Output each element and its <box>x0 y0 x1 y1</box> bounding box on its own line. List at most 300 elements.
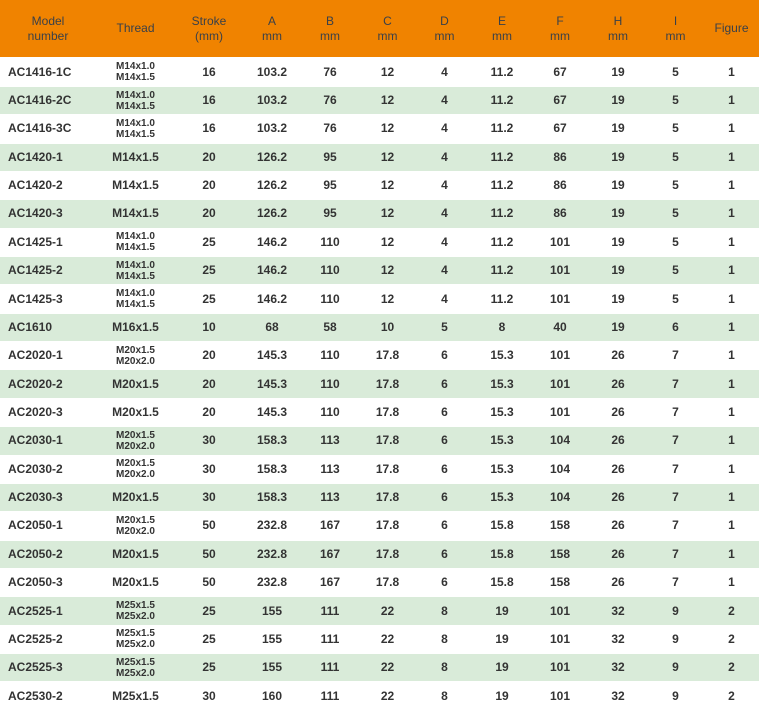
figure-cell: 2 <box>704 654 759 682</box>
h-cell: 26 <box>589 455 647 483</box>
table-row <box>0 682 759 711</box>
c-cell: 12 <box>359 228 416 256</box>
model-number-cell: AC1420-3 <box>0 200 96 228</box>
thread-cell <box>96 682 175 711</box>
thread-value: M25x1.5 <box>116 656 155 668</box>
thread-value: M14x1.5 <box>116 128 155 140</box>
stroke-cell: 20 <box>175 200 243 228</box>
thread-value: M20x1.5 <box>116 429 155 441</box>
thread-value: M20x2.0 <box>116 525 155 537</box>
a-cell: 232.8 <box>243 540 301 568</box>
f-cell: 67 <box>531 58 589 86</box>
e-cell: 15.8 <box>473 568 531 596</box>
f-cell: 158 <box>531 568 589 596</box>
stroke-cell: 20 <box>175 398 243 426</box>
column-header-label: Stroke <box>191 13 227 28</box>
column-header-label: Model <box>31 13 65 28</box>
f-cell: 67 <box>531 115 589 143</box>
a-cell: 126.2 <box>243 143 301 171</box>
f-cell: 101 <box>531 370 589 398</box>
f-cell: 158 <box>531 512 589 540</box>
table-row <box>0 427 759 455</box>
i-cell: 5 <box>647 86 704 114</box>
stroke-cell: 30 <box>175 427 243 455</box>
thread-value: M20x1.5 <box>116 458 155 470</box>
table-row <box>0 342 759 370</box>
c-cell: 12 <box>359 257 416 285</box>
c-cell: 17.8 <box>359 483 416 511</box>
i-cell: 9 <box>647 654 704 682</box>
b-cell: 110 <box>301 370 359 398</box>
h-cell: 19 <box>589 200 647 228</box>
thread-cell <box>96 370 175 398</box>
figure-cell: 1 <box>704 398 759 426</box>
f-cell: 101 <box>531 228 589 256</box>
b-cell: 167 <box>301 540 359 568</box>
d-cell: 8 <box>416 654 473 682</box>
table-row <box>0 370 759 398</box>
f-cell: 101 <box>531 682 589 711</box>
thread-value: M14x1.5 <box>116 242 155 254</box>
model-number-cell: AC1610 <box>0 313 96 341</box>
figure-cell: 1 <box>704 228 759 256</box>
d-cell: 4 <box>416 86 473 114</box>
column-header-label: I <box>673 13 678 28</box>
stroke-cell: 25 <box>175 654 243 682</box>
b-cell: 111 <box>301 625 359 653</box>
a-cell: 103.2 <box>243 115 301 143</box>
c-cell: 17.8 <box>359 370 416 398</box>
e-cell: 11.2 <box>473 285 531 313</box>
column-header-b <box>301 0 359 58</box>
stroke-cell: 25 <box>175 285 243 313</box>
thread-cell <box>96 455 175 483</box>
a-cell: 160 <box>243 682 301 711</box>
column-header-label: A <box>267 13 276 28</box>
i-cell: 7 <box>647 398 704 426</box>
e-cell: 11.2 <box>473 257 531 285</box>
h-cell: 26 <box>589 398 647 426</box>
d-cell: 4 <box>416 143 473 171</box>
table-row <box>0 171 759 199</box>
figure-cell: 1 <box>704 427 759 455</box>
column-header-label: C <box>383 13 392 28</box>
thread-cell <box>96 285 175 313</box>
figure-cell: 2 <box>704 625 759 653</box>
figure-cell: 1 <box>704 115 759 143</box>
f-cell: 158 <box>531 540 589 568</box>
h-cell: 26 <box>589 568 647 596</box>
b-cell: 95 <box>301 171 359 199</box>
thread-cell <box>96 597 175 625</box>
f-cell: 104 <box>531 455 589 483</box>
stroke-cell: 25 <box>175 257 243 285</box>
e-cell: 15.3 <box>473 398 531 426</box>
b-cell: 58 <box>301 313 359 341</box>
c-cell: 17.8 <box>359 398 416 426</box>
table-row <box>0 313 759 341</box>
figure-cell: 2 <box>704 682 759 711</box>
d-cell: 8 <box>416 625 473 653</box>
h-cell: 26 <box>589 342 647 370</box>
model-number-cell: AC2030-3 <box>0 483 96 511</box>
e-cell: 15.3 <box>473 342 531 370</box>
model-number-cell: AC2050-1 <box>0 512 96 540</box>
column-header-sublabel: (mm) <box>195 28 223 43</box>
d-cell: 4 <box>416 228 473 256</box>
thread-value: M14x1.5 <box>116 299 155 311</box>
b-cell: 113 <box>301 427 359 455</box>
thread-value: M20x1.5 <box>112 404 159 419</box>
h-cell: 32 <box>589 597 647 625</box>
i-cell: 7 <box>647 483 704 511</box>
column-header-label: D <box>440 13 449 28</box>
i-cell: 7 <box>647 342 704 370</box>
i-cell: 9 <box>647 682 704 711</box>
model-number-cell: AC2020-1 <box>0 342 96 370</box>
table-row <box>0 115 759 143</box>
figure-cell: 1 <box>704 370 759 398</box>
table-row <box>0 455 759 483</box>
column-header-label: E <box>497 13 506 28</box>
d-cell: 4 <box>416 285 473 313</box>
model-number-cell: AC2530-2 <box>0 682 96 711</box>
b-cell: 110 <box>301 257 359 285</box>
model-number-cell: AC1420-1 <box>0 143 96 171</box>
stroke-cell: 30 <box>175 455 243 483</box>
model-number-cell: AC2020-2 <box>0 370 96 398</box>
d-cell: 8 <box>416 597 473 625</box>
table-body <box>0 58 759 711</box>
thread-cell <box>96 86 175 114</box>
figure-cell: 1 <box>704 512 759 540</box>
column-header-label: F <box>556 13 564 28</box>
thread-value: M20x1.5 <box>112 490 159 505</box>
d-cell: 4 <box>416 115 473 143</box>
table-row <box>0 654 759 682</box>
thread-value: M14x1.5 <box>112 206 159 221</box>
stroke-cell: 30 <box>175 483 243 511</box>
h-cell: 26 <box>589 512 647 540</box>
figure-cell: 1 <box>704 86 759 114</box>
column-header-label: Figure <box>714 21 749 35</box>
d-cell: 4 <box>416 200 473 228</box>
thread-value: M16x1.5 <box>112 319 159 334</box>
model-number-cell: AC2020-3 <box>0 398 96 426</box>
c-cell: 12 <box>359 200 416 228</box>
thread-value: M20x1.5 <box>112 546 159 561</box>
d-cell: 4 <box>416 58 473 86</box>
i-cell: 5 <box>647 58 704 86</box>
thread-value: M14x1.5 <box>116 270 155 282</box>
column-header-h <box>589 0 647 58</box>
a-cell: 158.3 <box>243 455 301 483</box>
stroke-cell: 25 <box>175 228 243 256</box>
b-cell: 76 <box>301 58 359 86</box>
f-cell: 40 <box>531 313 589 341</box>
stroke-cell: 50 <box>175 540 243 568</box>
thread-value: M25x1.5 <box>116 628 155 640</box>
b-cell: 110 <box>301 228 359 256</box>
f-cell: 86 <box>531 200 589 228</box>
column-header-sublabel: number <box>27 28 69 43</box>
table-row <box>0 625 759 653</box>
table-row <box>0 257 759 285</box>
table-row <box>0 143 759 171</box>
thread-cell <box>96 540 175 568</box>
table-row <box>0 86 759 114</box>
thread-value: M25x1.5 <box>112 688 159 703</box>
table-row <box>0 540 759 568</box>
b-cell: 95 <box>301 143 359 171</box>
e-cell: 15.3 <box>473 483 531 511</box>
b-cell: 76 <box>301 86 359 114</box>
e-cell: 19 <box>473 654 531 682</box>
thread-cell <box>96 115 175 143</box>
model-number-cell: AC2050-2 <box>0 540 96 568</box>
a-cell: 103.2 <box>243 86 301 114</box>
i-cell: 7 <box>647 370 704 398</box>
column-header-model <box>0 0 96 58</box>
c-cell: 17.8 <box>359 540 416 568</box>
thread-cell <box>96 313 175 341</box>
figure-cell: 1 <box>704 285 759 313</box>
thread-value: M14x1.0 <box>116 231 155 243</box>
i-cell: 9 <box>647 597 704 625</box>
c-cell: 22 <box>359 654 416 682</box>
c-cell: 12 <box>359 58 416 86</box>
e-cell: 8 <box>473 313 531 341</box>
b-cell: 110 <box>301 342 359 370</box>
c-cell: 10 <box>359 313 416 341</box>
column-header-sublabel: mm <box>608 28 628 43</box>
e-cell: 15.3 <box>473 427 531 455</box>
stroke-cell: 20 <box>175 342 243 370</box>
thread-value: M14x1.5 <box>112 178 159 193</box>
i-cell: 7 <box>647 540 704 568</box>
thread-value: M20x1.5 <box>112 376 159 391</box>
h-cell: 26 <box>589 427 647 455</box>
table-row <box>0 483 759 511</box>
thread-value: M20x2.0 <box>116 355 155 367</box>
column-header-d <box>416 0 473 58</box>
e-cell: 15.8 <box>473 540 531 568</box>
thread-cell <box>96 512 175 540</box>
i-cell: 7 <box>647 427 704 455</box>
a-cell: 145.3 <box>243 370 301 398</box>
thread-value: M25x2.0 <box>116 639 155 651</box>
table-row <box>0 285 759 313</box>
f-cell: 104 <box>531 483 589 511</box>
thread-cell <box>96 58 175 86</box>
stroke-cell: 50 <box>175 512 243 540</box>
d-cell: 6 <box>416 540 473 568</box>
h-cell: 32 <box>589 682 647 711</box>
column-header-figure <box>704 0 759 58</box>
e-cell: 11.2 <box>473 228 531 256</box>
figure-cell: 1 <box>704 455 759 483</box>
column-header-sublabel: mm <box>377 28 398 43</box>
h-cell: 32 <box>589 654 647 682</box>
thread-cell <box>96 342 175 370</box>
c-cell: 17.8 <box>359 455 416 483</box>
model-number-cell: AC2525-3 <box>0 654 96 682</box>
table-row <box>0 597 759 625</box>
c-cell: 17.8 <box>359 427 416 455</box>
figure-cell: 1 <box>704 58 759 86</box>
column-header-label: H <box>613 13 623 28</box>
figure-cell: 1 <box>704 540 759 568</box>
stroke-cell: 25 <box>175 625 243 653</box>
d-cell: 6 <box>416 398 473 426</box>
f-cell: 86 <box>531 143 589 171</box>
c-cell: 12 <box>359 171 416 199</box>
model-number-cell: AC2030-2 <box>0 455 96 483</box>
model-number-cell: AC2050-3 <box>0 568 96 596</box>
h-cell: 19 <box>589 171 647 199</box>
b-cell: 95 <box>301 200 359 228</box>
thread-value: M25x1.5 <box>116 600 155 611</box>
stroke-cell: 16 <box>175 58 243 86</box>
a-cell: 155 <box>243 625 301 653</box>
column-header-sublabel: mm <box>665 28 686 43</box>
thread-value: M25x2.0 <box>116 611 155 622</box>
column-header-stroke <box>175 0 243 58</box>
figure-cell: 2 <box>704 597 759 625</box>
i-cell: 7 <box>647 455 704 483</box>
i-cell: 5 <box>647 171 704 199</box>
stroke-cell: 16 <box>175 115 243 143</box>
a-cell: 145.3 <box>243 398 301 426</box>
a-cell: 126.2 <box>243 200 301 228</box>
b-cell: 113 <box>301 455 359 483</box>
h-cell: 19 <box>589 58 647 86</box>
c-cell: 17.8 <box>359 342 416 370</box>
column-header-sublabel: mm <box>320 28 340 43</box>
e-cell: 19 <box>473 597 531 625</box>
f-cell: 101 <box>531 285 589 313</box>
b-cell: 111 <box>301 597 359 625</box>
figure-cell: 1 <box>704 257 759 285</box>
figure-cell: 1 <box>704 313 759 341</box>
i-cell: 6 <box>647 313 704 341</box>
b-cell: 111 <box>301 654 359 682</box>
d-cell: 6 <box>416 370 473 398</box>
thread-cell <box>96 398 175 426</box>
f-cell: 101 <box>531 342 589 370</box>
table-row <box>0 228 759 256</box>
e-cell: 11.2 <box>473 115 531 143</box>
model-number-cell: AC1425-2 <box>0 257 96 285</box>
stroke-cell: 16 <box>175 86 243 114</box>
column-header-thread <box>96 0 175 58</box>
a-cell: 155 <box>243 597 301 625</box>
model-number-cell: AC1416-1C <box>0 58 96 86</box>
d-cell: 8 <box>416 682 473 711</box>
f-cell: 101 <box>531 257 589 285</box>
i-cell: 9 <box>647 625 704 653</box>
table-row <box>0 568 759 596</box>
f-cell: 101 <box>531 597 589 625</box>
a-cell: 103.2 <box>243 58 301 86</box>
thread-value: M14x1.0 <box>116 61 155 73</box>
thread-value: M14x1.0 <box>116 89 155 101</box>
b-cell: 110 <box>301 285 359 313</box>
column-header-label: B <box>325 13 334 28</box>
b-cell: 76 <box>301 115 359 143</box>
d-cell: 6 <box>416 342 473 370</box>
model-number-cell: AC1416-3C <box>0 115 96 143</box>
f-cell: 104 <box>531 427 589 455</box>
thread-cell <box>96 143 175 171</box>
e-cell: 11.2 <box>473 58 531 86</box>
column-header-c <box>359 0 416 58</box>
h-cell: 26 <box>589 370 647 398</box>
f-cell: 101 <box>531 625 589 653</box>
a-cell: 68 <box>243 313 301 341</box>
h-cell: 26 <box>589 540 647 568</box>
model-number-cell: AC2525-2 <box>0 625 96 653</box>
table-row <box>0 512 759 540</box>
i-cell: 5 <box>647 115 704 143</box>
a-cell: 232.8 <box>243 568 301 596</box>
h-cell: 19 <box>589 115 647 143</box>
c-cell: 17.8 <box>359 512 416 540</box>
column-header-sublabel: mm <box>434 28 455 43</box>
h-cell: 19 <box>589 285 647 313</box>
a-cell: 232.8 <box>243 512 301 540</box>
thread-value: M20x2.0 <box>116 440 155 452</box>
column-header-e <box>473 0 531 58</box>
d-cell: 6 <box>416 568 473 596</box>
thread-value: M14x1.0 <box>116 288 155 300</box>
thread-cell <box>96 568 175 596</box>
h-cell: 32 <box>589 625 647 653</box>
f-cell: 101 <box>531 654 589 682</box>
h-cell: 19 <box>589 228 647 256</box>
c-cell: 12 <box>359 143 416 171</box>
thread-value: M14x1.5 <box>112 149 159 164</box>
i-cell: 5 <box>647 257 704 285</box>
table-row <box>0 398 759 426</box>
h-cell: 26 <box>589 483 647 511</box>
column-header-f <box>531 0 589 58</box>
c-cell: 12 <box>359 115 416 143</box>
i-cell: 7 <box>647 512 704 540</box>
e-cell: 15.3 <box>473 455 531 483</box>
a-cell: 158.3 <box>243 427 301 455</box>
c-cell: 12 <box>359 86 416 114</box>
c-cell: 22 <box>359 597 416 625</box>
column-header-label: Thread <box>116 21 155 35</box>
thread-value: M14x1.5 <box>116 100 155 112</box>
stroke-cell: 20 <box>175 171 243 199</box>
thread-cell <box>96 427 175 455</box>
a-cell: 146.2 <box>243 228 301 256</box>
e-cell: 15.3 <box>473 370 531 398</box>
d-cell: 6 <box>416 483 473 511</box>
a-cell: 126.2 <box>243 171 301 199</box>
h-cell: 19 <box>589 313 647 341</box>
table-row <box>0 200 759 228</box>
thread-value: M25x2.0 <box>116 667 155 679</box>
thread-value: M14x1.5 <box>116 72 155 84</box>
stroke-cell: 30 <box>175 682 243 711</box>
figure-cell: 1 <box>704 568 759 596</box>
b-cell: 110 <box>301 398 359 426</box>
b-cell: 113 <box>301 483 359 511</box>
b-cell: 111 <box>301 682 359 711</box>
